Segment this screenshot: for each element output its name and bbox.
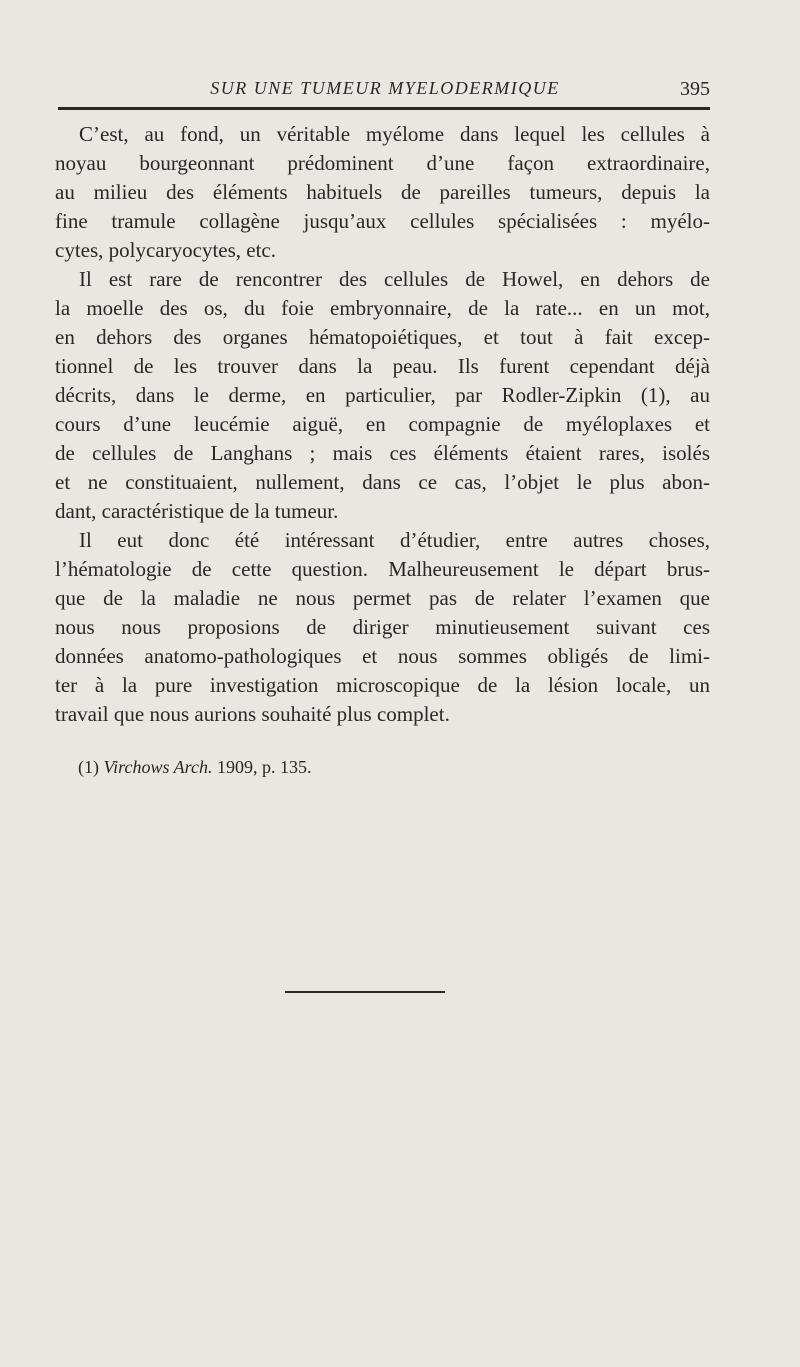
text-line: que de la maladie ne nous permet pas de relater l’examen que — [55, 586, 710, 610]
text-line: fine tramule collagène jusqu’aux cellules spécialisées : myélo- — [55, 209, 710, 233]
footnote-citation: 1909, p. 135. — [217, 757, 312, 777]
text-line: noyau bourgeonnant prédominent d’une façon extraordinaire, — [55, 151, 710, 175]
paragraph-1 — [55, 120, 710, 265]
text-line: Il est rare de rencontrer des cellules de Howel, en dehors de — [79, 267, 710, 291]
paragraph-3 — [55, 526, 710, 729]
page-number: 395 — [680, 78, 710, 100]
footnote — [78, 757, 312, 778]
text-line: décrits, dans le derme, en particulier, par Rodler-Zipkin (1), au — [55, 383, 710, 407]
header-rule — [58, 107, 710, 110]
footnote-marker: (1) — [78, 757, 99, 777]
text-line: cytes, polycaryocytes, etc. — [55, 238, 276, 262]
text-line: ter à la pure investigation microscopique de la lésion locale, un — [55, 673, 710, 697]
text-line: données anatomo-pathologiques et nous sommes obligés de limi- — [55, 644, 710, 668]
text-line: C’est, au fond, un véritable myélome dans lequel les cellules à — [79, 122, 710, 146]
body-text — [55, 120, 710, 729]
running-header — [60, 78, 710, 104]
running-title: SUR UNE TUMEUR MYELODERMIQUE — [210, 78, 560, 98]
text-line: dant, caractéristique de la tumeur. — [55, 499, 339, 523]
text-line: travail que nous aurions souhaité plus complet. — [55, 702, 450, 726]
paragraph-2 — [55, 265, 710, 526]
text-line: Il eut donc été intéressant d’étudier, entre autres choses, — [79, 528, 710, 552]
text-line: de cellules de Langhans ; mais ces éléments étaient rares, isolés — [55, 441, 710, 465]
text-line: au milieu des éléments habituels de pareilles tumeurs, depuis la — [55, 180, 710, 204]
text-line: cours d’une leucémie aiguë, en compagnie de myéloplaxes et — [55, 412, 710, 436]
text-line: l’hématologie de cette question. Malheureusement le départ brus- — [55, 557, 710, 581]
text-line: en dehors des organes hématopoiétiques, et tout à fait excep- — [55, 325, 710, 349]
text-line: la moelle des os, du foie embryonnaire, de la rate... en un mot, — [55, 296, 710, 320]
footnote-journal: Virchows Arch. — [103, 757, 213, 777]
text-line: tionnel de les trouver dans la peau. Ils furent cependant déjà — [55, 354, 710, 378]
closing-rule — [285, 991, 445, 993]
text-line: nous nous proposions de diriger minutieusement suivant ces — [55, 615, 710, 639]
text-line: et ne constituaient, nullement, dans ce cas, l’objet le plus abon- — [55, 470, 710, 494]
